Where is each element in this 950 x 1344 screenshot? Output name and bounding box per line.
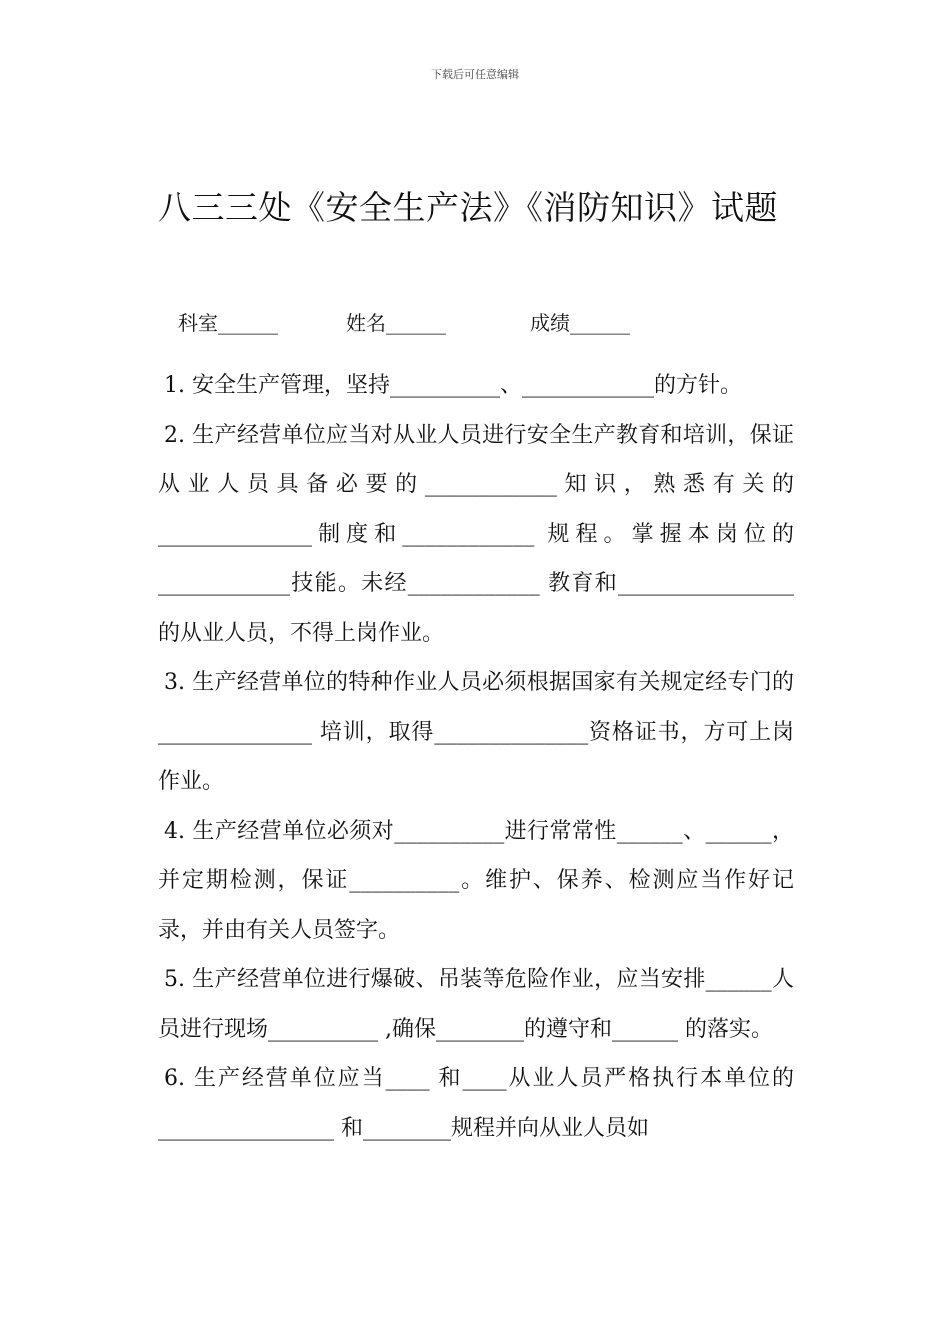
page-title: 八三三处《安全生产法》《消防知识》试题 — [158, 188, 778, 227]
question-2: 2. 生产经营单位应当对从业人员进行安全生产教育和培训，保证从业人员具备必要的____________知识，熟悉有关的______________制度和____________ 规程。掌握本岗位的____________技能。未经____________ 教育和________________的从业人员，不得上岗作业。 — [158, 422, 794, 646]
question-list — [158, 361, 794, 1153]
question-1: 1. 安全生产管理，坚持__________、____________的方针。 — [164, 373, 742, 398]
question-5: 5. 生产经营单位进行爆破、吊装等危险作业，应当安排______人员进行现场__________ ,确保________的遵守和______ 的落实。 — [158, 967, 794, 1042]
score-field: 成绩______ — [530, 311, 630, 335]
name-field: 姓名______ — [346, 311, 446, 335]
header-note: 下载后可任意编辑 — [431, 68, 519, 81]
question-6: 6. 生产经营单位应当____ 和____从业人员严格执行本单位的________________ 和________规程并向从业人员如 — [158, 1066, 794, 1141]
dept-field: 科室______ — [178, 311, 278, 335]
question-3: 3. 生产经营单位的特种作业人员必须根据国家有关规定经专门的______________ 培训，取得______________资格证书，方可上岗作业。 — [158, 670, 794, 794]
question-4: 4. 生产经营单位必须对__________进行常常性______、______，并定期检测，保证__________。维护、保养、检测应当作好记录，并由有关人员签字。 — [158, 818, 794, 943]
